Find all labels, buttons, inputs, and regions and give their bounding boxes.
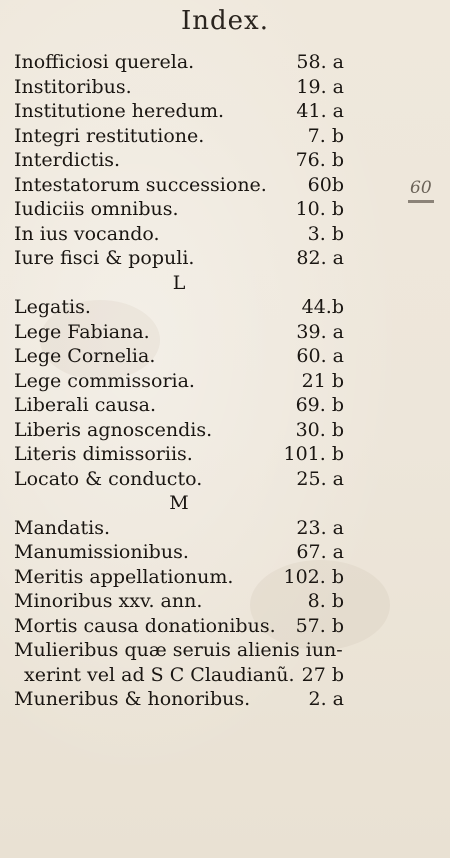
entry-text: Mandatis. (14, 516, 111, 539)
index-entry (14, 589, 344, 614)
index-entry (14, 565, 344, 590)
entry-page: 8. b (307, 590, 344, 612)
index-entry (14, 344, 344, 369)
entry-text: Locato & conducto. (14, 467, 203, 490)
index-entry (14, 467, 344, 492)
index-entry (14, 75, 344, 100)
entry-text: Literis dimissoriis. (14, 443, 193, 465)
margin-mark (408, 200, 434, 203)
entry-page: 101. b (283, 443, 344, 465)
entry-page: 102. b (283, 565, 344, 588)
entry-page: 69. b (295, 394, 344, 416)
entry-text: Institutione heredum. (14, 100, 225, 122)
entry-text: Integri restitutione. (14, 124, 205, 147)
index-entry (14, 124, 344, 149)
entry-text: Interdictis. (14, 149, 121, 171)
entry-page: 23. a (296, 516, 344, 539)
entry-page: 25. a (296, 467, 344, 490)
entry-text: Iudiciis omnibus. (14, 198, 179, 220)
entry-text: Intestatorum successione. (14, 173, 267, 196)
index-entry (14, 197, 344, 222)
entry-text: Lege commissoria. (14, 369, 195, 392)
entry-page: 41. a (296, 100, 344, 122)
index-entry-muneribus (14, 687, 344, 712)
entry-page: 21 b (301, 369, 344, 392)
entry-text: In ius vocando. (14, 222, 160, 245)
index-entry (14, 173, 344, 198)
entry-page: 19. a (296, 75, 344, 98)
entry-text: Liberali causa. (14, 394, 157, 416)
entry-text: Lege Fabiana. (14, 320, 150, 343)
entry-page: 76. b (295, 149, 344, 171)
entry-text: Inofficiosi querela. (14, 51, 195, 73)
entry-text: Legatis. (14, 296, 91, 318)
index-entry (14, 442, 344, 467)
index-entry (14, 50, 344, 75)
entry-text: Institoribus. (14, 75, 132, 98)
index-entry (14, 99, 344, 124)
entry-text: Meritis appellationum. (14, 565, 234, 588)
entry-text: Liberis agnoscendis. (14, 418, 213, 441)
entry-page: 67. a (296, 541, 344, 563)
section-i (14, 50, 344, 271)
entry-page: 57. b (295, 614, 344, 637)
entry-page: 82. a (296, 247, 344, 269)
entry-text: Muneribus & honoribus. (14, 688, 251, 710)
entry-page: 60. a (296, 345, 344, 367)
index-entry (14, 320, 344, 345)
entry-page: 27 b (301, 663, 344, 686)
index-entry (14, 246, 344, 271)
entry-page: 10. b (295, 198, 344, 220)
page-title: Index. (181, 6, 269, 36)
index-entry (14, 295, 344, 320)
index-entry (14, 418, 344, 443)
entry-page: 2. a (308, 688, 344, 710)
entry-page: 30. b (295, 418, 344, 441)
entry-page: 7. b (307, 124, 344, 147)
entry-page: 3. b (307, 222, 344, 245)
index-entry (14, 516, 344, 541)
entry-page: 44.b (301, 296, 344, 318)
index-entry (14, 614, 344, 639)
entry-page: 39. a (296, 320, 344, 343)
entry-text: Minoribus xxv. ann. (14, 590, 203, 612)
index-entry (14, 369, 344, 394)
entry-text: xerint vel ad S C Claudianũ. (24, 663, 295, 686)
entry-page: 58. a (296, 51, 344, 73)
section-m (14, 516, 344, 639)
index-entry (14, 540, 344, 565)
index-entry (14, 148, 344, 173)
index-entry (14, 222, 344, 247)
entry-text: Mulieribus quæ seruis alienis iun- (14, 639, 343, 661)
section-letter-l: L (172, 271, 186, 294)
index-entry-mulieribus-line2 (14, 663, 344, 688)
section-letter-m: M (169, 492, 189, 514)
entry-page: 60b (307, 173, 344, 196)
entry-text: Lege Cornelia. (14, 345, 156, 367)
index-list (14, 50, 344, 712)
index-entry (14, 393, 344, 418)
margin-note: 60 (410, 178, 432, 198)
entry-text: Mortis causa donationibus. (14, 614, 276, 637)
entry-text: Iure fisci & populi. (14, 247, 195, 269)
section-l (14, 295, 344, 491)
entry-text: Manumissionibus. (14, 541, 189, 563)
index-entry-mulieribus-line1 (14, 638, 344, 663)
